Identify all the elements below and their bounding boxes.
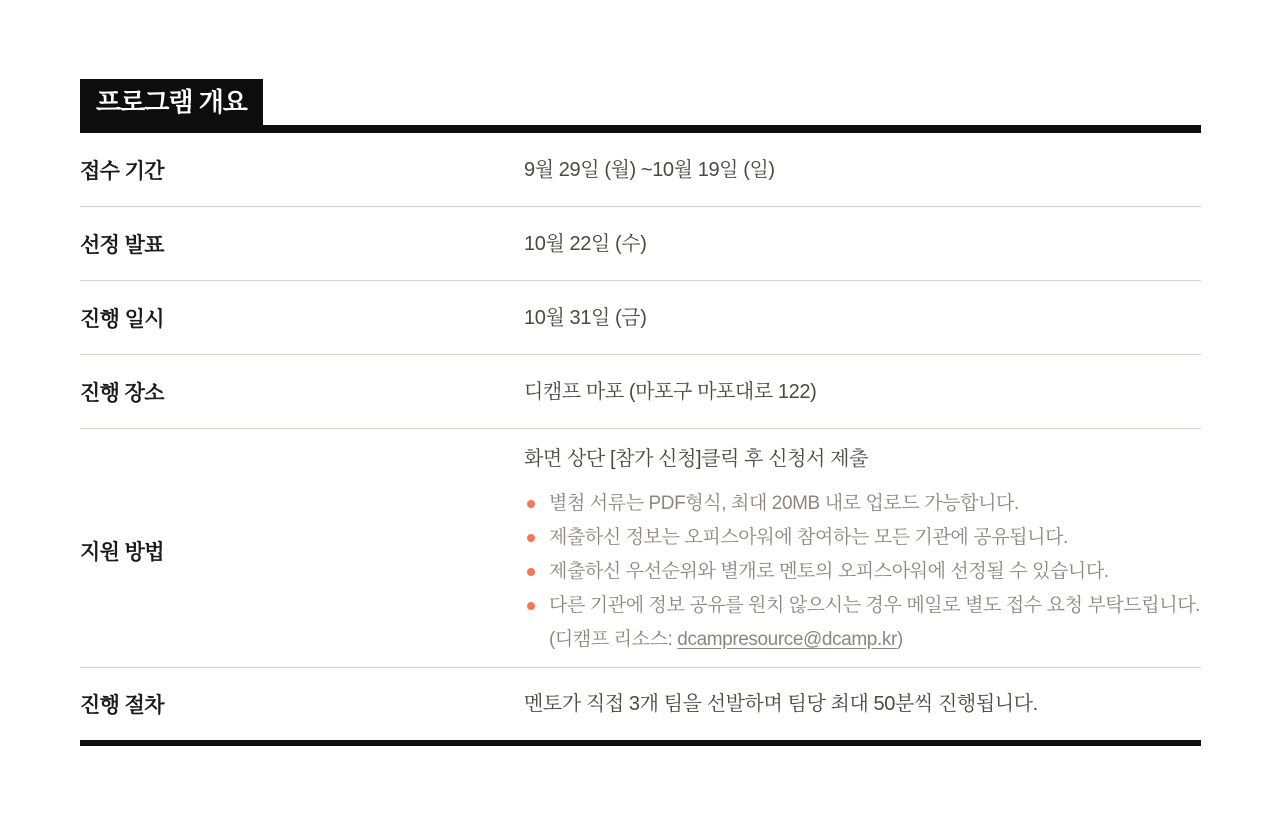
row-label: 진행 일시 bbox=[80, 307, 164, 331]
bullet-text: 별첨 서류는 PDF형식, 최대 20MB 내로 업로드 가능합니다. bbox=[549, 493, 1019, 514]
apply-bullet-list bbox=[524, 487, 1201, 623]
table-row-event-date bbox=[80, 281, 1201, 355]
bullet-dot-icon bbox=[527, 534, 535, 542]
row-value: 10월 31일 (금) bbox=[524, 306, 647, 329]
table-row-application-period bbox=[80, 133, 1201, 207]
bullet-text: 다른 기관에 정보 공유를 원치 않으시는 경우 메일로 별도 접수 요청 부탁드립니다. bbox=[549, 595, 1201, 616]
bullet-text: 제출하신 우선순위와 별개로 멘토의 오피스아워에 선정될 수 있습니다. bbox=[549, 561, 1109, 582]
table-row-selection-announcement bbox=[80, 207, 1201, 281]
row-label: 지원 방법 bbox=[80, 541, 164, 564]
row-value: 멘토가 직접 3개 팀을 선발하며 팀당 최대 50분씩 진행됩니다. bbox=[524, 693, 1038, 715]
bullet-item bbox=[524, 589, 1201, 623]
row-value: 9월 29일 (월) ~10월 19일 (일) bbox=[524, 158, 775, 181]
row-label: 진행 장소 bbox=[80, 381, 164, 405]
note-suffix: ) bbox=[896, 629, 903, 650]
bullet-dot-icon bbox=[527, 602, 535, 610]
row-label: 선정 발표 bbox=[80, 233, 164, 257]
row-value: 10월 22일 (수) bbox=[524, 232, 647, 255]
row-label: 접수 기간 bbox=[80, 159, 164, 183]
row-label: 진행 절차 bbox=[80, 694, 164, 717]
row-value: 디캠프 마포 (마포구 마포대로 122) bbox=[524, 380, 817, 403]
apply-headline: 화면 상단 [참가 신청]클릭 후 신청서 제출 bbox=[524, 448, 868, 470]
bullet-item bbox=[524, 521, 1201, 555]
table-row-apply-method bbox=[80, 429, 1201, 668]
bullet-dot-icon bbox=[527, 568, 535, 576]
bullet-dot-icon bbox=[527, 500, 535, 508]
table-row-event-location bbox=[80, 355, 1201, 429]
program-info-table bbox=[80, 133, 1201, 746]
apply-method-content bbox=[524, 445, 1201, 657]
note-prefix: (디캠프 리소스: bbox=[549, 629, 678, 650]
bullet-item bbox=[524, 555, 1201, 589]
table-row-process bbox=[80, 668, 1201, 746]
section-header bbox=[80, 79, 1201, 133]
bullet-item bbox=[524, 487, 1201, 521]
apply-note bbox=[524, 623, 1201, 657]
email-link[interactable]: dcampresource@dcamp.kr bbox=[677, 629, 897, 650]
bullet-text: 제출하신 정보는 오피스아워에 참여하는 모든 기관에 공유됩니다. bbox=[549, 527, 1068, 548]
section-title-badge: 프로그램 개요 bbox=[80, 79, 263, 125]
program-overview-section bbox=[80, 79, 1201, 746]
